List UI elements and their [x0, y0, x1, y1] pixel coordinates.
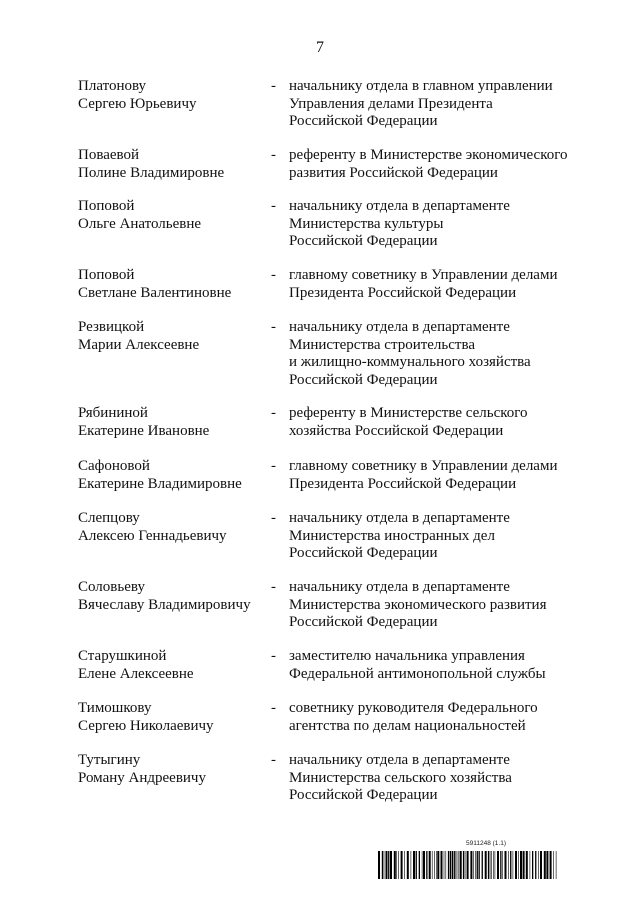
- person-name-line: Светлане Валентиновне: [78, 284, 232, 301]
- barcode-bar: [556, 851, 557, 879]
- position-line: Президента Российской Федерации: [289, 475, 517, 492]
- person-name-line: Тимошкову: [78, 700, 152, 716]
- position-title: [289, 648, 546, 683]
- barcode-bar: [413, 851, 415, 879]
- position-line: Российской Федерации: [289, 614, 438, 631]
- barcode-bar: [452, 851, 453, 879]
- person-name-line: Марии Алексеевне: [78, 336, 200, 353]
- position-title: [289, 405, 528, 440]
- position-line: Министерства сельского хозяйства: [289, 769, 512, 786]
- barcode-bar: [407, 851, 409, 879]
- position-line: Управления делами Президента: [289, 95, 493, 112]
- position-line: Министерства иностранных дел: [289, 527, 495, 544]
- person-name-line: Сергею Юрьевичу: [78, 95, 197, 112]
- position-line: хозяйства Российской Федерации: [289, 422, 504, 439]
- separator-dash: -: [271, 267, 276, 283]
- person-name-line: Поповой: [78, 198, 135, 214]
- separator-dash: -: [271, 648, 276, 664]
- position-line: Министерства строительства: [289, 336, 476, 353]
- position-line: Российской Федерации: [289, 787, 438, 804]
- barcode-bar: [448, 851, 449, 879]
- barcode-bar: [505, 851, 507, 879]
- person-name-line: Полине Владимировне: [78, 164, 225, 181]
- person-name-line: Поповой: [78, 267, 135, 283]
- barcode-bar: [530, 851, 531, 879]
- separator-dash: -: [271, 405, 276, 421]
- position-line: Российской Федерации: [289, 545, 438, 562]
- barcode-bar: [508, 851, 509, 879]
- barcode-bar: [540, 851, 542, 879]
- barcode-bar: [500, 851, 501, 879]
- person-name: [78, 700, 214, 735]
- position-line: референту в Министерстве экономического: [289, 147, 568, 163]
- separator-dash: -: [271, 198, 276, 214]
- barcode-bar: [384, 851, 385, 879]
- barcode-bar: [485, 851, 487, 879]
- barcode-bar: [475, 851, 476, 879]
- position-title: [289, 147, 568, 182]
- barcode-bar: [502, 851, 503, 879]
- barcode-bar: [535, 851, 536, 879]
- barcode-bar: [544, 851, 546, 879]
- separator-dash: -: [271, 78, 276, 94]
- position-line: Российской Федерации: [289, 233, 438, 250]
- barcode-bar: [398, 851, 399, 879]
- person-name: [78, 458, 242, 493]
- position-line: главному советнику в Управлении делами: [289, 267, 558, 283]
- barcode-bar: [441, 851, 443, 879]
- barcode-bar: [450, 851, 451, 879]
- position-title: [289, 700, 538, 735]
- position-line: начальнику отдела в департаменте: [289, 510, 510, 526]
- barcode-bar: [546, 851, 548, 879]
- person-name-line: Поваевой: [78, 147, 140, 163]
- barcode-bar: [404, 851, 405, 879]
- position-line: Федеральной антимонопольной службы: [289, 665, 546, 682]
- person-name-line: Екатерине Владимировне: [78, 475, 242, 492]
- position-line: главному советнику в Управлении делами: [289, 458, 558, 474]
- barcode-bar: [491, 851, 492, 879]
- person-name: [78, 648, 194, 683]
- position-line: референту в Министерстве сельского: [289, 405, 528, 421]
- position-title: [289, 752, 512, 805]
- barcode-bar: [419, 851, 420, 879]
- barcode-bar: [493, 851, 494, 879]
- person-name-line: Слепцову: [78, 510, 140, 526]
- separator-dash: -: [271, 458, 276, 474]
- barcode-bar: [526, 851, 528, 879]
- person-name: [78, 510, 227, 545]
- barcode-bar: [422, 851, 423, 879]
- separator-dash: -: [271, 319, 276, 335]
- person-name-line: Сергею Николаевичу: [78, 717, 214, 734]
- separator-dash: -: [271, 147, 276, 163]
- barcode-bar: [444, 851, 445, 879]
- person-name: [78, 319, 199, 354]
- person-name-line: Вячеславу Владимировичу: [78, 596, 251, 613]
- separator-dash: -: [271, 752, 276, 768]
- barcode-bar: [520, 851, 522, 879]
- position-line: заместителю начальника управления: [289, 648, 525, 664]
- position-line: начальнику отдела в департаменте: [289, 198, 510, 214]
- person-name-line: Алексею Геннадьевичу: [78, 527, 227, 544]
- person-name: [78, 405, 209, 440]
- person-name-line: Старушкиной: [78, 648, 167, 664]
- barcode-bar: [538, 851, 539, 879]
- barcode-bar: [463, 851, 464, 879]
- position-title: [289, 78, 553, 131]
- position-title: [289, 579, 546, 632]
- position-line: развития Российской Федерации: [289, 164, 498, 181]
- barcode-bar: [454, 851, 455, 879]
- position-line: начальнику отдела в департаменте: [289, 319, 510, 335]
- position-line: Президента Российской Федерации: [289, 284, 517, 301]
- position-line: агентства по делам национальностей: [289, 717, 526, 734]
- position-line: Российской Федерации: [289, 371, 438, 388]
- barcode-bar: [436, 851, 437, 879]
- person-name-line: Сафоновой: [78, 458, 150, 474]
- barcode-bar: [432, 851, 433, 879]
- document-code: 5911248 (1.1): [466, 840, 506, 847]
- person-name: [78, 198, 201, 233]
- position-line: начальнику отдела в главном управлении: [289, 78, 553, 94]
- barcode-bar: [467, 851, 469, 879]
- person-name-line: Резвицкой: [78, 319, 145, 335]
- separator-dash: -: [271, 579, 276, 595]
- barcode-bar: [388, 851, 389, 879]
- barcode-bar: [497, 851, 499, 879]
- barcode-bar: [515, 851, 517, 879]
- page-number: 7: [316, 39, 324, 56]
- person-name-line: Елене Алексеевне: [78, 665, 194, 682]
- barcode-bar: [382, 851, 383, 879]
- person-name: [78, 579, 251, 614]
- barcode-bar: [479, 851, 480, 879]
- person-name-line: Тутыгину: [78, 752, 141, 768]
- barcode-bar: [394, 851, 396, 879]
- position-line: советнику руководителя Федерального: [289, 700, 538, 716]
- barcode-bar: [459, 851, 460, 879]
- position-line: Министерства культуры: [289, 215, 444, 232]
- separator-dash: -: [271, 510, 276, 526]
- barcode-bar: [488, 851, 489, 879]
- barcode-bar: [477, 851, 478, 879]
- person-name-line: Соловьеву: [78, 579, 145, 595]
- position-title: [289, 319, 531, 389]
- barcode-bar: [490, 851, 491, 879]
- person-name-line: Роману Андреевичу: [78, 769, 206, 786]
- separator-dash: -: [271, 700, 276, 716]
- barcode-bar: [465, 851, 466, 879]
- person-name: [78, 267, 231, 302]
- position-title: [289, 267, 557, 302]
- barcode-bar: [460, 851, 462, 879]
- position-title: [289, 510, 510, 563]
- barcode-bar: [532, 851, 533, 879]
- barcode-bar: [470, 851, 472, 879]
- barcode-bar: [446, 851, 447, 879]
- barcode-bar: [423, 851, 425, 879]
- barcode-bar: [426, 851, 427, 879]
- position-title: [289, 198, 510, 251]
- position-line: начальнику отдела в департаменте: [289, 752, 510, 768]
- barcode-bar: [482, 851, 483, 879]
- barcode-bar: [495, 851, 496, 879]
- barcode-bar: [437, 851, 439, 879]
- person-name-line: Платонову: [78, 78, 147, 94]
- barcode-bar: [401, 851, 403, 879]
- barcode-bar: [411, 851, 412, 879]
- barcode-bar: [553, 851, 554, 879]
- barcode-bar: [386, 851, 388, 879]
- person-name: [78, 147, 224, 182]
- barcode: [378, 851, 558, 879]
- barcode-bar: [390, 851, 392, 879]
- barcode-bar: [513, 851, 514, 879]
- barcode-bar: [510, 851, 511, 879]
- person-name-line: Ольге Анатольевне: [78, 215, 202, 232]
- barcode-bar: [523, 851, 525, 879]
- barcode-bar: [429, 851, 431, 879]
- barcode-bar: [396, 851, 397, 879]
- position-line: начальнику отдела в департаменте: [289, 579, 510, 595]
- barcode-bar: [457, 851, 458, 879]
- position-line: Министерства экономического развития: [289, 596, 547, 613]
- person-name-line: Рябининой: [78, 405, 148, 421]
- barcode-bar: [378, 851, 380, 879]
- barcode-bar: [473, 851, 474, 879]
- barcode-bar: [456, 851, 457, 879]
- person-name: [78, 752, 206, 787]
- barcode-bar: [518, 851, 519, 879]
- position-line: и жилищно-коммунального хозяйства: [289, 354, 531, 371]
- person-name: [78, 78, 196, 113]
- barcode-bar: [416, 851, 417, 879]
- person-name-line: Екатерине Ивановне: [78, 422, 210, 439]
- barcode-bar: [434, 851, 435, 879]
- position-line: Российской Федерации: [289, 113, 438, 130]
- barcode-bar: [550, 851, 552, 879]
- position-title: [289, 458, 557, 493]
